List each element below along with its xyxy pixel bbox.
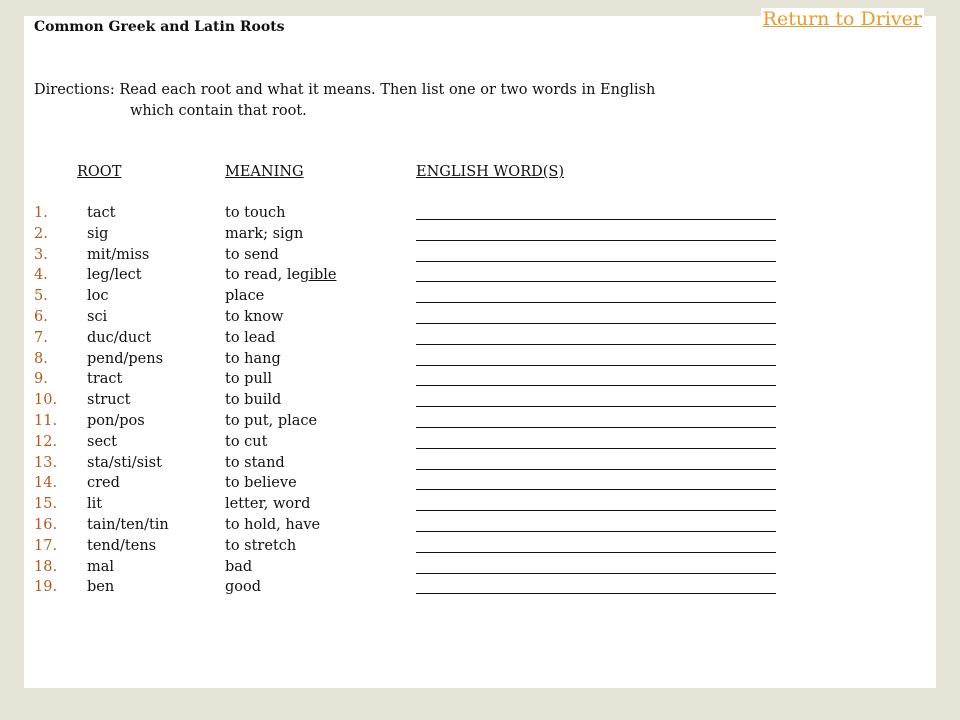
root-text: struct	[87, 392, 131, 409]
meaning-text: to pull	[225, 371, 273, 388]
root-row	[24, 330, 936, 351]
meaning-text: to touch	[225, 205, 286, 221]
answer-blank[interactable]	[416, 559, 776, 574]
root-text: lit	[87, 496, 103, 513]
row-number: 15.	[34, 496, 58, 513]
meaning-text: to send	[225, 246, 279, 263]
column-header-meaning: MEANING	[225, 164, 304, 180]
answer-blank[interactable]	[416, 538, 776, 553]
root-row	[24, 351, 936, 372]
answer-blank[interactable]	[416, 517, 776, 532]
answer-blank[interactable]	[416, 413, 776, 428]
answer-blank[interactable]	[416, 205, 776, 220]
meaning-text: to lead	[225, 329, 276, 346]
answer-blank[interactable]	[416, 226, 776, 241]
row-number: 5.	[34, 288, 48, 305]
root-text: tact	[87, 205, 116, 221]
root-text: sci	[87, 308, 108, 325]
column-header-english-words: ENGLISH WORD(S)	[416, 164, 564, 180]
meaning-text: letter, word	[225, 496, 311, 513]
row-number: 13.	[34, 454, 58, 471]
row-number: 8.	[34, 350, 48, 367]
meaning-text-prefix: to read, le	[225, 267, 301, 284]
meaning-text: mark; sign	[225, 225, 304, 242]
root-row	[24, 517, 936, 538]
answer-blank[interactable]	[416, 475, 776, 490]
root-row	[24, 288, 936, 309]
root-row	[24, 267, 936, 288]
directions	[34, 80, 655, 122]
answer-blank[interactable]	[416, 371, 776, 386]
directions-line-2: which contain that root.	[130, 103, 307, 119]
row-number: 14.	[34, 475, 58, 492]
row-number: 12.	[34, 433, 58, 450]
meaning-text: good	[225, 579, 262, 596]
root-row	[24, 309, 936, 330]
root-row	[24, 434, 936, 455]
root-row	[24, 392, 936, 413]
answer-blank[interactable]	[416, 434, 776, 449]
root-row	[24, 205, 936, 226]
root-row	[24, 559, 936, 580]
root-text: ben	[87, 579, 115, 596]
root-row	[24, 455, 936, 476]
root-text: tend/tens	[87, 537, 157, 554]
root-row	[24, 413, 936, 434]
answer-blank[interactable]	[416, 288, 776, 303]
answer-blank[interactable]	[416, 351, 776, 366]
root-row	[24, 226, 936, 247]
root-text: loc	[87, 288, 109, 305]
root-row	[24, 538, 936, 559]
answer-blank[interactable]	[416, 455, 776, 470]
meaning-text: to cut	[225, 433, 268, 450]
meaning-text-underlined: gible	[300, 267, 337, 284]
root-text: duc/duct	[87, 329, 152, 346]
meaning-text: to stand	[225, 454, 285, 471]
root-text: cred	[87, 475, 120, 492]
answer-blank[interactable]	[416, 267, 776, 282]
directions-line-1: Directions: Read each root and what it means. Then list one or two words in English	[34, 82, 656, 98]
row-number: 17.	[34, 537, 58, 554]
row-number: 9.	[34, 371, 48, 388]
meaning-text: to hold, have	[225, 516, 321, 533]
root-text: pon/pos	[87, 412, 145, 429]
row-number: 11.	[34, 412, 58, 429]
answer-blank[interactable]	[416, 392, 776, 407]
root-row	[24, 579, 936, 600]
row-number: 6.	[34, 308, 48, 325]
root-row	[24, 247, 936, 268]
root-row	[24, 371, 936, 392]
row-number: 2.	[34, 225, 48, 242]
row-number: 19.	[34, 579, 58, 596]
answer-blank[interactable]	[416, 330, 776, 345]
meaning-text: to know	[225, 308, 284, 325]
meaning-text: to hang	[225, 350, 281, 367]
root-row	[24, 496, 936, 517]
row-number: 3.	[34, 246, 48, 263]
row-number: 1.	[34, 205, 48, 221]
meaning-text: to stretch	[225, 537, 297, 554]
root-text: sta/sti/sist	[87, 454, 162, 471]
root-text: mal	[87, 558, 115, 575]
root-text: tain/ten/tin	[87, 516, 169, 533]
answer-blank[interactable]	[416, 579, 776, 594]
root-text: sig	[87, 225, 109, 242]
meaning-text: to believe	[225, 475, 297, 492]
root-text: sect	[87, 433, 117, 450]
meaning-text: place	[225, 288, 265, 305]
meaning-text: bad	[225, 558, 253, 575]
row-number: 4.	[34, 267, 48, 284]
root-text: leg/lect	[87, 267, 142, 284]
meaning-text	[225, 267, 336, 283]
worksheet-title: Common Greek and Latin Roots	[34, 19, 285, 35]
root-text: mit/miss	[87, 246, 150, 263]
root-row	[24, 475, 936, 496]
column-header-root: ROOT	[77, 164, 122, 180]
return-to-driver-link[interactable]: Return to Driver	[762, 8, 922, 30]
row-number: 7.	[34, 329, 48, 346]
meaning-text: to put, place	[225, 412, 318, 429]
row-number: 18.	[34, 558, 58, 575]
meaning-text: to build	[225, 392, 282, 409]
worksheet-page	[24, 16, 936, 688]
answer-blank[interactable]	[416, 309, 776, 324]
root-text: tract	[87, 371, 123, 388]
roots-list	[24, 205, 936, 600]
answer-blank[interactable]	[416, 247, 776, 262]
root-text: pend/pens	[87, 350, 164, 367]
row-number: 16.	[34, 516, 58, 533]
answer-blank[interactable]	[416, 496, 776, 511]
row-number: 10.	[34, 392, 58, 409]
